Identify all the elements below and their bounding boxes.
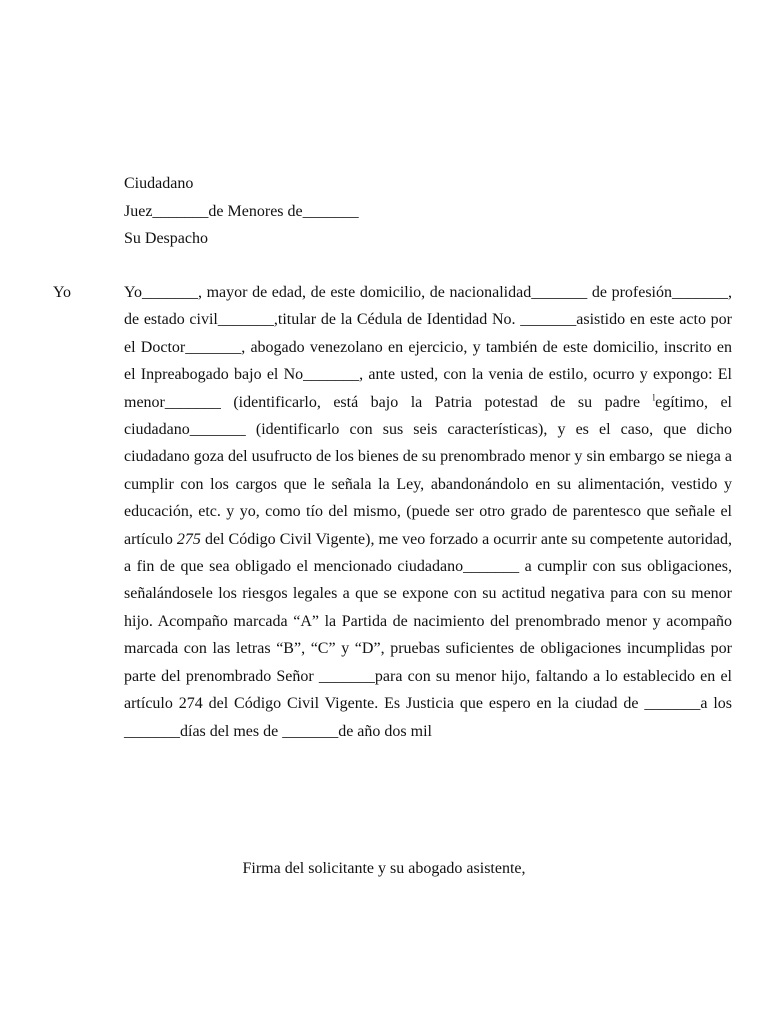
addressee-line-ciudadano: Ciudadano [124,175,194,192]
footnote-superscript: l [652,392,656,403]
addressee-line-despacho: Su Despacho [124,230,208,247]
petition-body-paragraph [124,279,732,745]
body-text-part-2: egítimo, el ciudadano_______ (identificarlo con sus seis características), y es el caso, que dicho ciudadano goza del usufructo de los bienes de su prenombrado menor y sin embargo se niega a cumplir con los cargos que le señala la Ley, abandonándolo en su alimentación, vestido y educación, etc. y yo, como tío del mismo, (puede ser otro grado de parentesco que señale el artículo [124,393,732,548]
article-reference-275: 275 [176,530,201,548]
signature-line: Firma del solicitante y su abogado asistente, [242,860,526,877]
margin-label-yo: Yo [53,284,71,301]
addressee-block [124,170,359,253]
body-text-part-3: del Código Civil Vigente), me veo forzado a ocurrir ante su competente autoridad, a fin de que sea obligado el mencionado ciudadano_______ a cumplir con sus obligaciones, señalándosele los riesgos legales a que se expone con su actitud negativa para con su menor hijo. Acompaño marcada “A” la Partida de nacimiento del prenombrado menor y acompaño marcada con las letras “B”, “C” y “D”, pruebas suficientes de obligaciones incumplidas por parte del prenombrado Señor _______para con su menor hijo, faltando a lo establecido en el artículo 274 del Código Civil Vigente. Es Justicia que espero en la ciudad de _______a los _______días del mes de _______de año dos mil [124,530,732,740]
body-text-part-1: Yo_______, mayor de edad, de este domicilio, de nacionalidad_______ de profesión_______, de estado civil_______,titular de la Cédula de Identidad No. _______asistido en este acto por el Doctor_______, abogado venezolano en ejercicio, y también de este domicilio, inscrito en el Inpreabogado bajo el No_______, ante usted, con la venia de estilo, ocurro y expongo: El menor_______ (identificarlo, está bajo la Patria potestad de su padre [124,284,732,411]
addressee-line-juez: Juez_______de Menores de_______ [124,202,359,220]
